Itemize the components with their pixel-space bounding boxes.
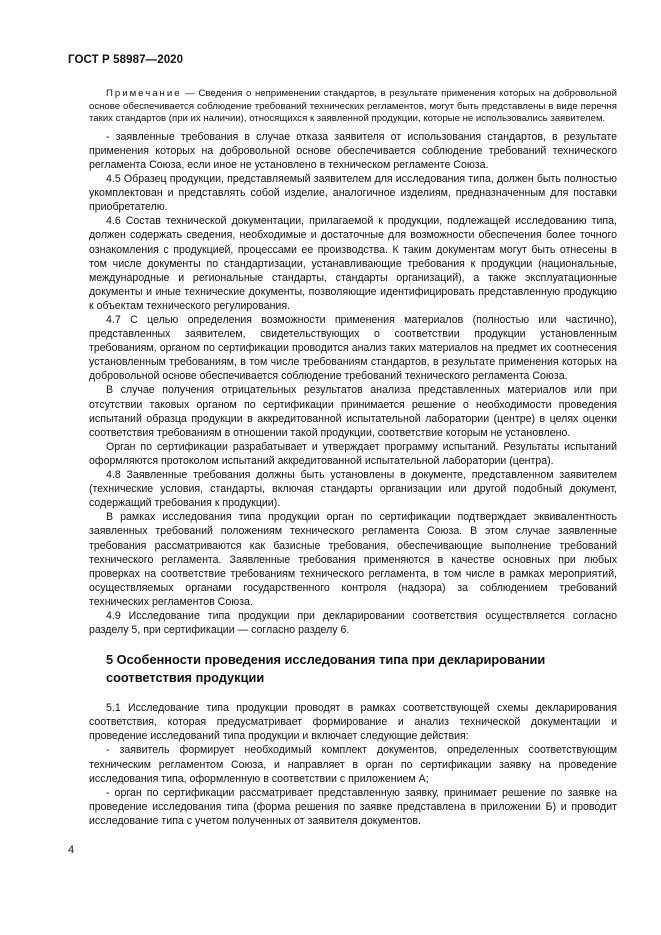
paragraph-equivalence: В рамках исследования типа продукции орган по сертификации подтверждает эквивалентность заявленных требований положениям технического регламента Союза. В этом случае заявленные требования рассматриваются как базисные требования, обеспечивающие выполнение требований технического регламента. Заявленные требования применяются в качестве основных при любых проверках на соответствие требованиям технического регламента, в том числе в рамках мероприятий, осуществляемых органами государственного контроля (надзора) за соблюдением требований технических регламентов Союза. <box>89 511 617 608</box>
note-paragraph <box>89 88 617 126</box>
paragraph-4-5: 4.5 Образец продукции, представляемый заявителем для исследования типа, должен быть полностью укомплектован и представлять собой изделие, аналогичное изделиям, предназначенным для поставки приобретателю. <box>89 173 617 214</box>
paragraph-5-1: 5.1 Исследование типа продукции проводят в рамках соответствующей схемы декларирования соответствия, которая предусматривает формирование и анализ технической документации и проведение исследований типа продукции и включает следующие действия: <box>89 702 617 743</box>
list-item-certification-body: - орган по сертификации рассматривает представленную заявку, принимает решение по заявке на проведение исследования типа (форма решения по заявке представлена в приложении Б) и проводит исследование типа с учетом полученных от заявителя документов. <box>89 786 617 827</box>
note-label: Примечание <box>106 88 182 99</box>
paragraph-test-program: Орган по сертификации разрабатывает и утверждает программу испытаний. Результаты испытаний оформляются протоколом испытаний аккредитованной испытательной лаборатории (центра). <box>89 440 617 467</box>
page-content <box>89 88 617 828</box>
paragraph-4-8: 4.8 Заявленные требования должны быть установлены в документе, представленном заявителем (технические условия, стандарты, включая стандарты организации или другой подобный документ, содержащий требования к продукции). <box>89 469 617 510</box>
document-id-header: ГОСТ Р 58987—2020 <box>68 54 184 66</box>
page-number: 4 <box>68 844 75 856</box>
list-item-applicant: - заявитель формирует необходимый комплект документов, определенных соответствующим техническим регламентом Союза, и направляет в орган по сертификации заявку на проведение исследования типа, оформленную в соответствии с приложением А; <box>89 744 617 785</box>
paragraph-4-6: 4.6 Состав технической документации, прилагаемой к продукции, подлежащей исследованию типа, должен содержать сведения, необходимые и достаточные для возможности обеспечения более точного ознакомления с продукцией, процессами ее производства. К таким документам могут быть отнесены в том числе документы по стандартизации, устанавливающие требования к продукции (национальные, международные и региональные стандарты, стандарты организаций), а также эксплуатационные документы и иные технические документы, позволяющие идентифицировать представленную продукцию к объектам технического регулирования. <box>89 215 617 312</box>
note-text: — Сведения о неприменении стандартов, в результате применения которых на добровольной основе обеспечивается соблюдение требований технических регламентов, могут быть представлены в виде перечня таких стандартов (при их наличии), относящихся к заявленной продукции, которые не использовались заявителем. <box>89 88 617 125</box>
paragraph-negative-results: В случае получения отрицательных результатов анализа представленных материалов или при отсутствии таковых органом по сертификации принимается решение о необходимости проведения испытаний образца продукции в аккредитованной испытательной лаборатории (центре) в целях оценки соответствия требованиям в отношении такой продукции, соответствие которым не установлено. <box>89 384 617 439</box>
paragraph-4-7: 4.7 С целью определения возможности применения материалов (полностью или частично), представленных заявителем, свидетельствующих о соответствии продукции установленным требованиям, органом по сертификации проводится анализ таких материалов на предмет их соотнесения установленным требованиям, в том числе требованиям стандартов, в результате применения которых на добровольной основе обеспечивается соблюдение требований технического регламента Союза. <box>89 314 617 383</box>
paragraph-declared-requirements: - заявленные требования в случае отказа заявителя от использования стандартов, в результате применения которых на добровольной основе обеспечивается соблюдение требований технического регламента Союза, если иное не установлено в техническом регламенте Союза. <box>89 130 617 171</box>
paragraph-4-9: 4.9 Исследование типа продукции при декларировании соответствия осуществляется согласно разделу 5, при сертификации — согласно разделу 6. <box>89 609 617 637</box>
section-5-title: 5 Особенности проведения исследования типа при декларировании соответствия продукции <box>106 652 546 686</box>
